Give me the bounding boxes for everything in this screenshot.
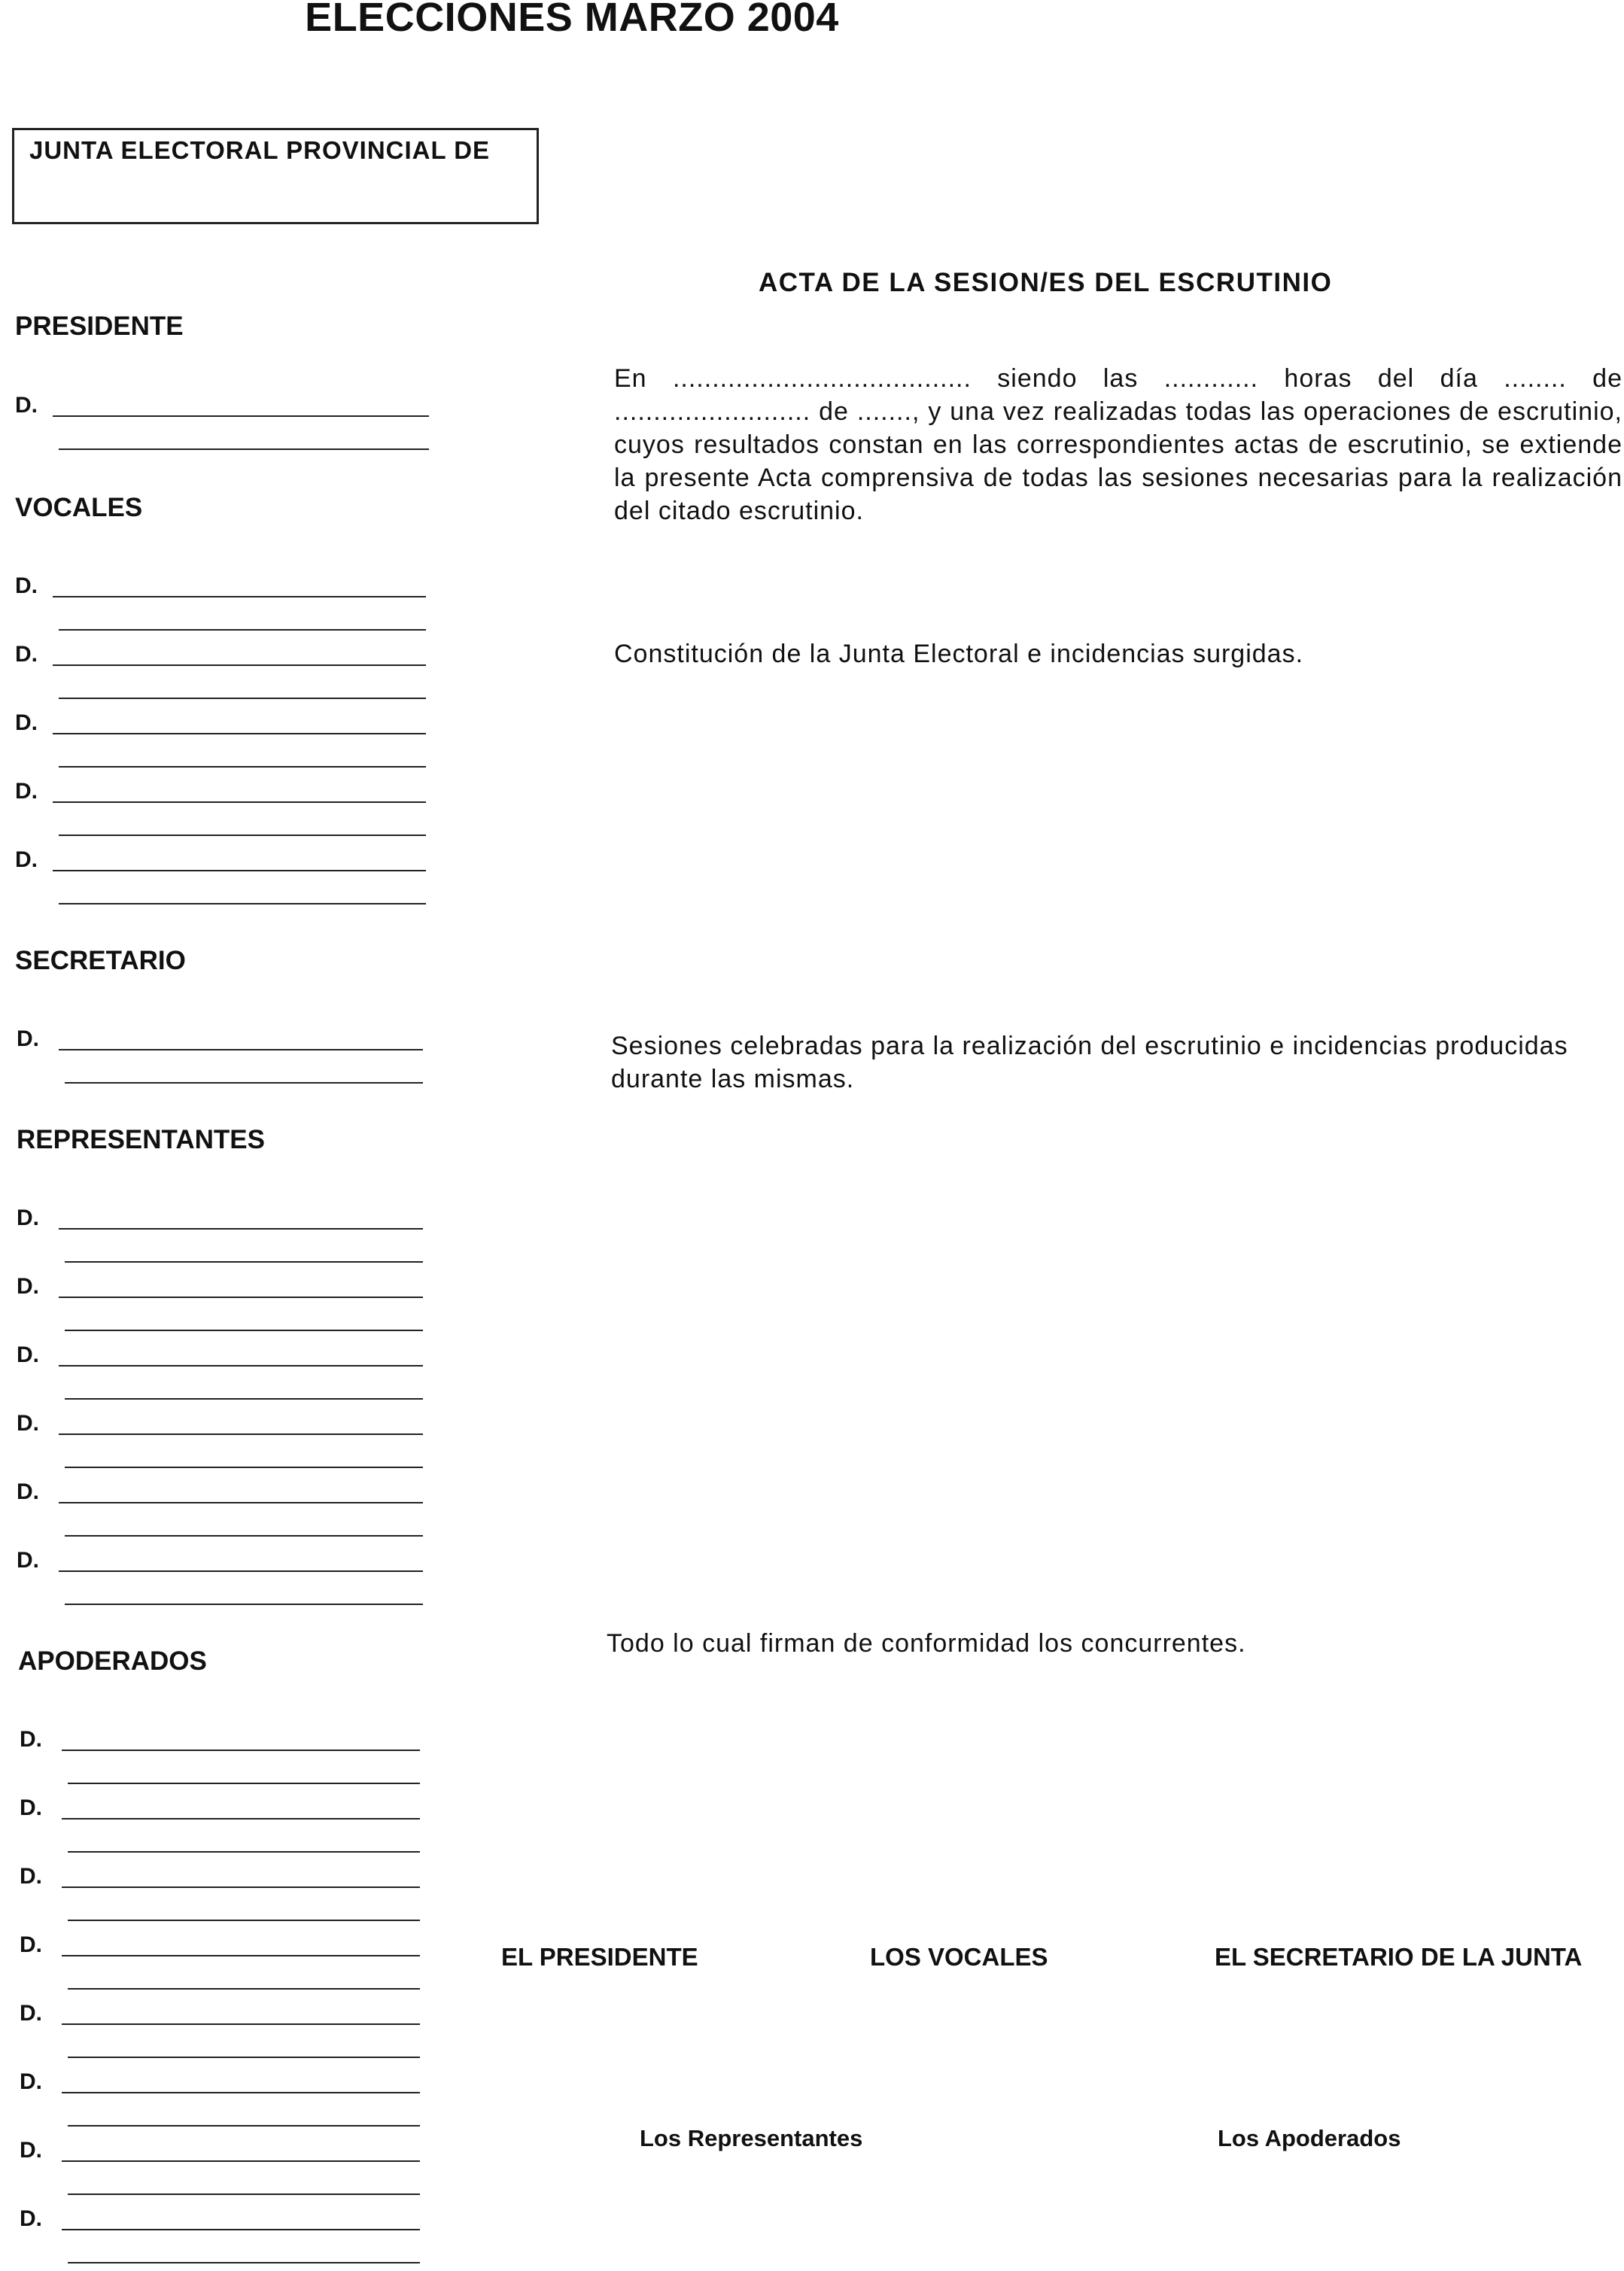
vocal-d-prefix: D.: [15, 847, 38, 872]
vocal-d-prefix: D.: [15, 710, 38, 735]
presidente-signature-line[interactable]: [53, 415, 429, 417]
section-presidente: PRESIDENTE: [15, 312, 184, 341]
apoderado-signature-line[interactable]: [62, 2229, 420, 2230]
vocal-d-prefix: D.: [15, 779, 38, 804]
secretario-signature-line[interactable]: [59, 1049, 423, 1050]
apoderado-d-prefix: D.: [20, 2069, 42, 2094]
vocal-signature-line-second[interactable]: [59, 903, 426, 904]
junta-electoral-label: JUNTA ELECTORAL PROVINCIAL DE: [29, 136, 491, 164]
section-secretario: SECRETARIO: [15, 946, 186, 975]
vocal-signature-line[interactable]: [53, 596, 426, 597]
apoderado-signature-line[interactable]: [62, 2023, 420, 2025]
vocal-signature-line[interactable]: [53, 870, 426, 871]
apoderado-d-prefix: D.: [20, 1864, 42, 1889]
vocal-signature-line-second[interactable]: [59, 766, 426, 768]
vocal-signature-line-second[interactable]: [59, 835, 426, 836]
apoderado-d-prefix: D.: [20, 1727, 42, 1752]
representante-d-prefix: D.: [17, 1479, 39, 1504]
apoderado-signature-line-second[interactable]: [68, 2262, 420, 2263]
representante-d-prefix: D.: [17, 1205, 39, 1230]
apoderado-signature-line-second[interactable]: [68, 1783, 420, 1784]
intro-paragraph: En ...................................... siendo las ............ horas del día ........ de ......................... de ......., y una vez realizadas todas las operaciones de escrutinio, cuyos resultados constan en las correspondientes actas de escrutinio, se extiende la presente Acta comprensiva de todas las sesiones necesarias para la realización del citado escrutinio.: [614, 364, 1622, 525]
apoderado-d-prefix: D.: [20, 1795, 42, 1820]
representante-signature-line[interactable]: [59, 1570, 423, 1572]
presidente-signature-line-second[interactable]: [59, 448, 429, 450]
apoderado-signature-line-second[interactable]: [68, 1920, 420, 1921]
constitucion-heading: Constitución de la Junta Electoral e incidencias surgidas.: [614, 640, 1304, 668]
apoderado-d-prefix: D.: [20, 2206, 42, 2231]
apoderado-signature-line-second[interactable]: [68, 2057, 420, 2058]
secretario-signature-line-second[interactable]: [65, 1082, 423, 1084]
presidente-d-prefix: D.: [15, 393, 38, 418]
representante-d-prefix: D.: [17, 1274, 39, 1299]
representante-signature-line[interactable]: [59, 1365, 423, 1367]
vocal-signature-line-second[interactable]: [59, 698, 426, 699]
representante-signature-line[interactable]: [59, 1502, 423, 1503]
apoderado-signature-line-second[interactable]: [68, 1988, 420, 1990]
vocal-signature-line-second[interactable]: [59, 629, 426, 631]
vocal-signature-line[interactable]: [53, 801, 426, 803]
representante-d-prefix: D.: [17, 1411, 39, 1436]
vocal-d-prefix: D.: [15, 573, 38, 598]
footer-presidente: EL PRESIDENTE: [501, 1943, 698, 1971]
apoderado-signature-line-second[interactable]: [68, 2193, 420, 2195]
representante-signature-line-second[interactable]: [65, 1467, 423, 1468]
apoderado-d-prefix: D.: [20, 2001, 42, 2026]
apoderado-signature-line-second[interactable]: [68, 2125, 420, 2127]
document-title: ELECCIONES MARZO 2004: [305, 0, 839, 40]
apoderado-signature-line[interactable]: [62, 2160, 420, 2162]
conformidad-text: Todo lo cual firman de conformidad los concurrentes.: [607, 1629, 1246, 1658]
footer-secretario: EL SECRETARIO DE LA JUNTA: [1215, 1943, 1583, 1971]
representante-signature-line-second[interactable]: [65, 1330, 423, 1331]
section-vocales: VOCALES: [15, 493, 143, 522]
apoderado-signature-line[interactable]: [62, 1886, 420, 1888]
apoderado-signature-line-second[interactable]: [68, 1851, 420, 1853]
vocal-d-prefix: D.: [15, 642, 38, 667]
apoderado-d-prefix: D.: [20, 1932, 42, 1957]
footer-vocales: LOS VOCALES: [870, 1943, 1048, 1971]
footer-apoderados: Los Apoderados: [1218, 2125, 1401, 2151]
sesiones-heading: Sesiones celebradas para la realización del escrutinio e incidencias producidas durante las mismas.: [611, 1032, 1568, 1093]
representante-signature-line-second[interactable]: [65, 1398, 423, 1400]
apoderado-signature-line[interactable]: [62, 1955, 420, 1956]
junta-electoral-field[interactable]: [12, 128, 539, 224]
section-representantes: REPRESENTANTES: [17, 1125, 265, 1154]
acta-title: ACTA DE LA SESION/ES DEL ESCRUTINIO: [759, 268, 1333, 297]
apoderado-signature-line[interactable]: [62, 2092, 420, 2093]
vocal-signature-line[interactable]: [53, 664, 426, 666]
representante-d-prefix: D.: [17, 1548, 39, 1573]
apoderado-d-prefix: D.: [20, 2138, 42, 2163]
vocal-signature-line[interactable]: [53, 733, 426, 734]
representante-signature-line[interactable]: [59, 1433, 423, 1435]
apoderado-signature-line[interactable]: [62, 1750, 420, 1751]
footer-representantes: Los Representantes: [640, 2125, 863, 2151]
section-apoderados: APODERADOS: [18, 1646, 207, 1676]
representante-signature-line-second[interactable]: [65, 1535, 423, 1537]
secretario-d-prefix: D.: [17, 1026, 39, 1051]
apoderado-signature-line[interactable]: [62, 1818, 420, 1820]
representante-signature-line[interactable]: [59, 1228, 423, 1230]
representante-signature-line-second[interactable]: [65, 1604, 423, 1605]
representante-d-prefix: D.: [17, 1342, 39, 1367]
representante-signature-line-second[interactable]: [65, 1261, 423, 1263]
representante-signature-line[interactable]: [59, 1297, 423, 1298]
